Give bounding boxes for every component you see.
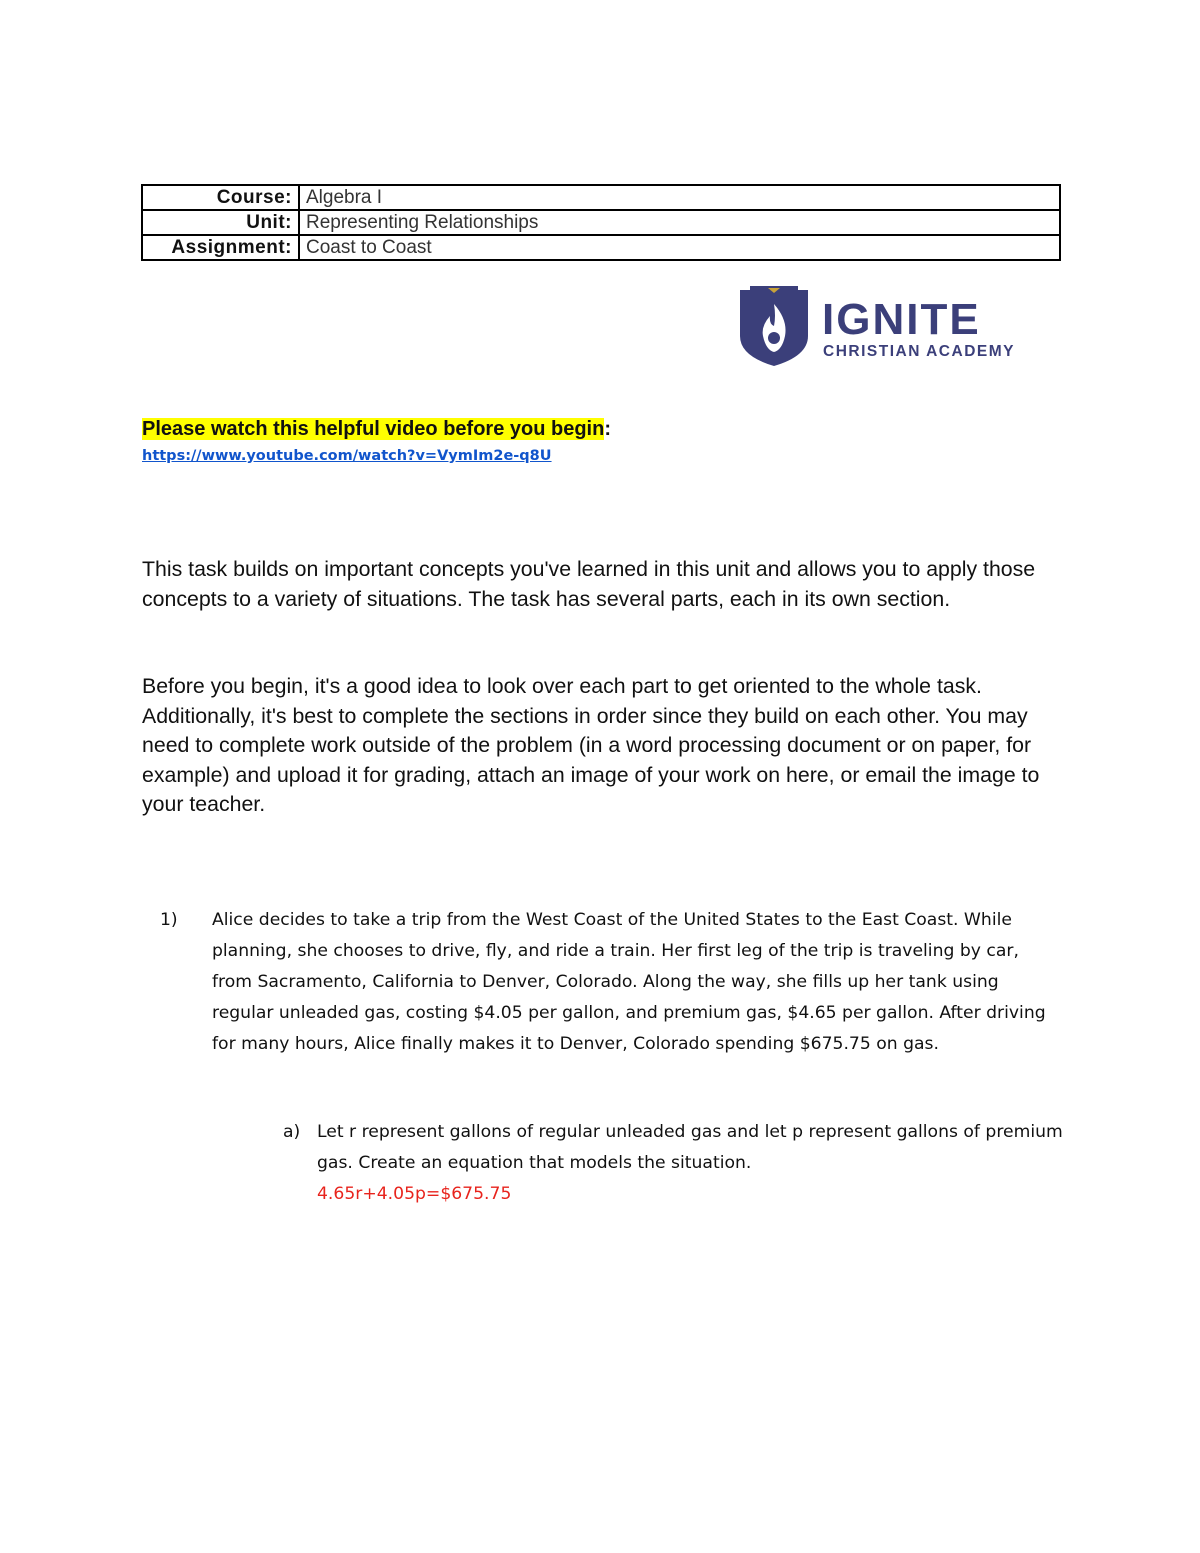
part-a-text: Let r represent gallons of regular unleaded gas and let p represent gallons of premium gas. Create an equation that models the situation. bbox=[317, 1122, 1063, 1173]
course-value: Algebra I bbox=[299, 185, 1060, 210]
unit-value: Representing Relationships bbox=[299, 210, 1060, 235]
video-prompt bbox=[142, 418, 611, 441]
video-prompt-highlight: Please watch this helpful video before you begin bbox=[142, 418, 605, 440]
assignment-info-table bbox=[141, 184, 1061, 261]
intro-paragraph-1: This task builds on important concepts you've learned in this unit and allows you to apply those concepts to a variety of situations. The task has several parts, each in its own section. bbox=[142, 557, 1036, 611]
ignite-logo bbox=[738, 286, 1048, 368]
part-letter: a) bbox=[283, 1122, 301, 1142]
logo-tagline: CHRISTIAN ACADEMY bbox=[823, 343, 1015, 360]
assignment-value: Coast to Coast bbox=[299, 235, 1060, 260]
course-row bbox=[142, 185, 1060, 210]
question-text: Alice decides to take a trip from the West Coast of the United States to the East Coast. While planning, she chooses to drive, fly, and ride a train. Her first leg of the trip is traveling by car, from Sacramento, California to Denver, Colorado. Along the way, she fills up her tank using regular unleaded gas, costing $4.05 per gallon, and premium gas, $4.65 per gallon. After driving for many hours, Alice finally makes it to Denver, Colorado spending $675.75 on gas. bbox=[212, 910, 1046, 1054]
intro-paragraph-2: Before you begin, it's a good idea to look over each part to get oriented to the whole task. Additionally, it's best to complete the sections in order since they build on each other. You may need to complete work outside of the problem (in a word processing document or on paper, for example) and upload it for grading, attach an image of your work on here, or email the image to your teacher. bbox=[142, 674, 1040, 816]
assignment-label: Assignment: bbox=[142, 235, 299, 260]
part-a-answer: 4.65r+4.05p=$675.75 bbox=[317, 1184, 512, 1204]
assignment-row bbox=[142, 235, 1060, 260]
video-prompt-colon: : bbox=[604, 418, 611, 440]
flame-shield-icon bbox=[740, 286, 808, 366]
unit-row bbox=[142, 210, 1060, 235]
logo-name: IGNITE bbox=[822, 295, 981, 344]
video-link[interactable]: https://www.youtube.com/watch?v=VymIm2e-q8U bbox=[142, 448, 552, 464]
question-number: 1) bbox=[160, 910, 178, 930]
unit-label: Unit: bbox=[142, 210, 299, 235]
course-label: Course: bbox=[142, 185, 299, 210]
